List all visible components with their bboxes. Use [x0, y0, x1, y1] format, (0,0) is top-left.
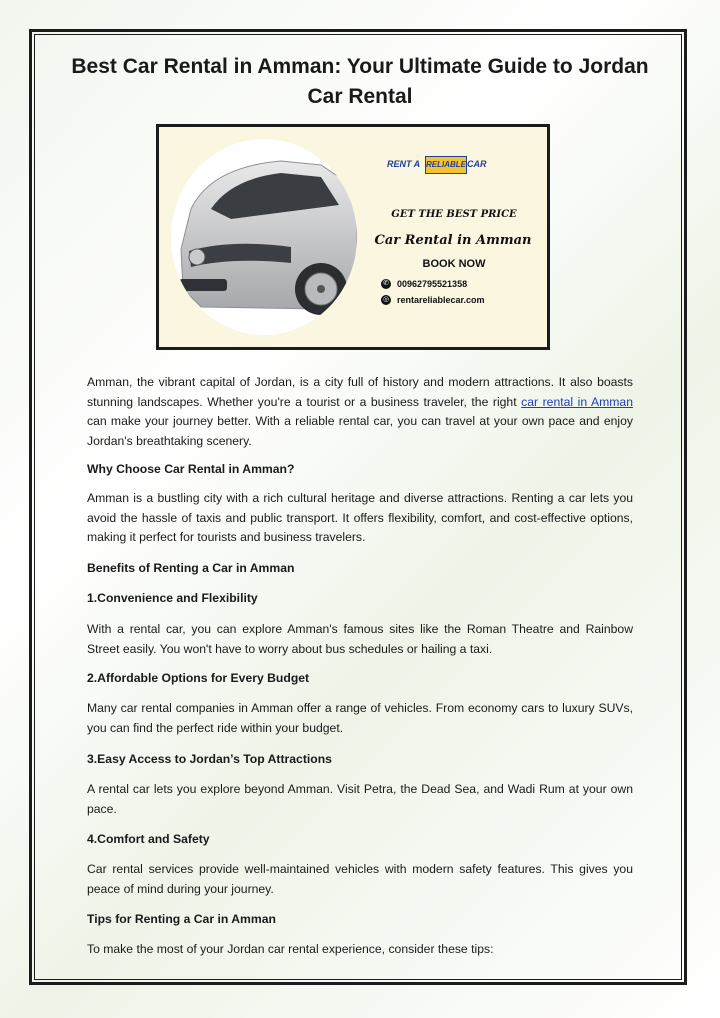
intro-text-end: can make your journey better. With a reliable rental car, you can travel at your own pace and enjoy Jordan's breathtaking scenery. [87, 414, 633, 448]
logo-text-right: CAR [467, 159, 487, 169]
promo-banner [156, 124, 550, 350]
car-image [171, 139, 357, 335]
section-paragraph: To make the most of your Jordan car rental experience, consider these tips: [87, 942, 494, 956]
car-rental-amman-link[interactable]: car rental in Amman [521, 394, 633, 409]
section-paragraph: Amman is a bustling city with a rich cultural heritage and diverse attractions. Renting a car lets you avoid the hassle of taxis and public transport. It offers flexibility, comfort, and cost-effective options, making it perfect for tourists and business travelers. [87, 491, 633, 544]
section-heading: 2.Affordable Options for Every Budget [87, 671, 310, 685]
phone-icon: ✆ [381, 279, 391, 289]
page-title: Best Car Rental in Amman: Your Ultimate Guide to Jordan Car Rental [71, 55, 649, 108]
section-heading: 4.Comfort and Safety [87, 832, 210, 846]
brand-logo [387, 147, 487, 187]
intro-text-start: Amman, the vibrant capital of Jordan, is a city full of history and modern attractions. It also boasts stunning landscapes. Whether you're a tourist or a business traveler, the right [87, 375, 633, 409]
banner-tagline: GET THE BEST PRICE [391, 209, 517, 220]
banner-headline: Car Rental in Amman [374, 233, 532, 248]
section-heading: Why Choose Car Rental in Amman? [87, 462, 295, 476]
section-paragraph: With a rental car, you can explore Amman's famous sites like the Roman Theatre and Rainbow Street easily. You won't have to worry about bus schedules or hailing a taxi. [87, 622, 633, 656]
section-heading: Benefits of Renting a Car in Amman [87, 561, 295, 575]
book-now-label: BOOK NOW [422, 258, 486, 270]
promo-banner-inner [159, 127, 547, 347]
logo-text-mid: RELIABLE [425, 156, 467, 174]
section-heading: 3.Easy Access to Jordan’s Top Attractions [87, 752, 332, 766]
section-paragraph: A rental car lets you explore beyond Amman. Visit Petra, the Dead Sea, and Wadi Rum at your own pace. [87, 782, 633, 816]
website-row [381, 295, 485, 305]
globe-icon: ◎ [382, 296, 390, 303]
phone-number: 00962795521358 [397, 279, 468, 289]
section-paragraph: Many car rental companies in Amman offer a range of vehicles. From economy cars to luxury SUVs, you can find the perfect ride within your budget. [87, 701, 633, 735]
logo-text-left: RENT A [387, 159, 421, 169]
intro-paragraph [87, 373, 633, 451]
section-heading: Tips for Renting a Car in Amman [87, 912, 276, 926]
section-paragraph: Car rental services provide well-maintained vehicles with modern safety features. This gives you peace of mind during your journey. [87, 862, 633, 896]
car-illustration [171, 139, 357, 335]
phone-row [381, 279, 467, 289]
website-url: rentareliablecar.com [397, 295, 485, 305]
section-heading: 1.Convenience and Flexibility [87, 591, 258, 605]
